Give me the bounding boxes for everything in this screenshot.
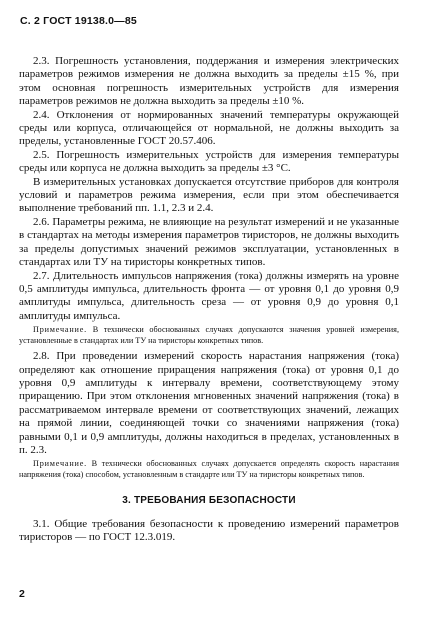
paragraph-2-5-cont: В измерительных установках допускается отсутствие приборов для контроля условий и параметров режима измерения, если при этом обеспечивается выполнение требований пп. 1.1, 2.3 и 2.4. [19, 175, 399, 215]
note-1-label: Примечание. [33, 325, 87, 335]
note-2-label: Примечание. [33, 459, 87, 469]
paragraph-2-4: 2.4. Отклонения от нормированных значений температуры окружающей среды или корпуса, отличающейся от нормальной, не должны выходить за пределы, установленные ГОСТ 20.57.406. [19, 108, 399, 148]
document-body [19, 55, 399, 545]
section-title: 3. ТРЕБОВАНИЯ БЕЗОПАСНОСТИ [122, 495, 296, 507]
paragraph-2-8: 2.8. При проведении измерений скорость нарастания напряжения (тока) определяют как отношение приращения напряжения (тока) от уровня 0,1 до уровня 0,9 амплитуды к интервалу времени, соответствующему этому приращению. При этом отклонения мгновенных значений напряжения (тока) в рассматриваемом интервале времени от соответствующих значений, лежащих на прямой линии, соединяющей точки со значениями напряжения (тока) равными 0,1 и 0,9 амплитуды, должны находиться в пределах, установленных в п. 2.3. [19, 350, 399, 456]
paragraph-2-5: 2.5. Погрешность измерительных устройств для измерения температуры среды или корпуса не должна выходить за пределы ±3 °С. [19, 148, 399, 175]
paragraph-2-6: 2.6. Параметры режима, не влияющие на результат измерений и не указанные в стандартах на методы измерения параметров тиристоров, не должны выходить за пределы допустимых значений режимов эксплуатации, установленных в стандартах или ТУ на тиристоры конкретных типов. [19, 215, 399, 269]
note-2-text: В технически обоснованных случаях допускается определять скорость нарастания напряжения (тока) способом, установленным в стандарте или ТУ на тиристоры конкретных типов. [19, 459, 400, 479]
page-number: 2 [19, 588, 25, 600]
paragraph-3-1: 3.1. Общие требования безопасности к проведению измерений параметров тиристоров — по ГОСТ 12.3.019. [19, 517, 399, 544]
note-1 [19, 325, 399, 346]
note-2 [19, 459, 399, 480]
paragraph-2-7: 2.7. Длительность импульсов напряжения (тока) должны измерять на уровне 0,5 амплитуды импульса, длительность фронта — от уровня 0,1 до уровня 0,9 амплитуды импульса, длительность среза — от уровня 0,9 до уровня 0,1 амплитуды импульса. [19, 269, 399, 322]
note-1-text: В технически обоснованных случаях допускаются значения уровней измерения, установленные в стандартах или ТУ на тиристоры конкретных типов. [19, 325, 399, 345]
paragraph-2-3: 2.3. Погрешность установления, поддержания и измерения электрических параметров режимов измерения не должна выходить за пределы ±15 %, при этом основная погрешность измерительных устройств для измерения параметров режимов не должна выходить за пределы ±10 %. [19, 55, 399, 108]
page-header: С. 2 ГОСТ 19138.0—85 [20, 15, 137, 27]
